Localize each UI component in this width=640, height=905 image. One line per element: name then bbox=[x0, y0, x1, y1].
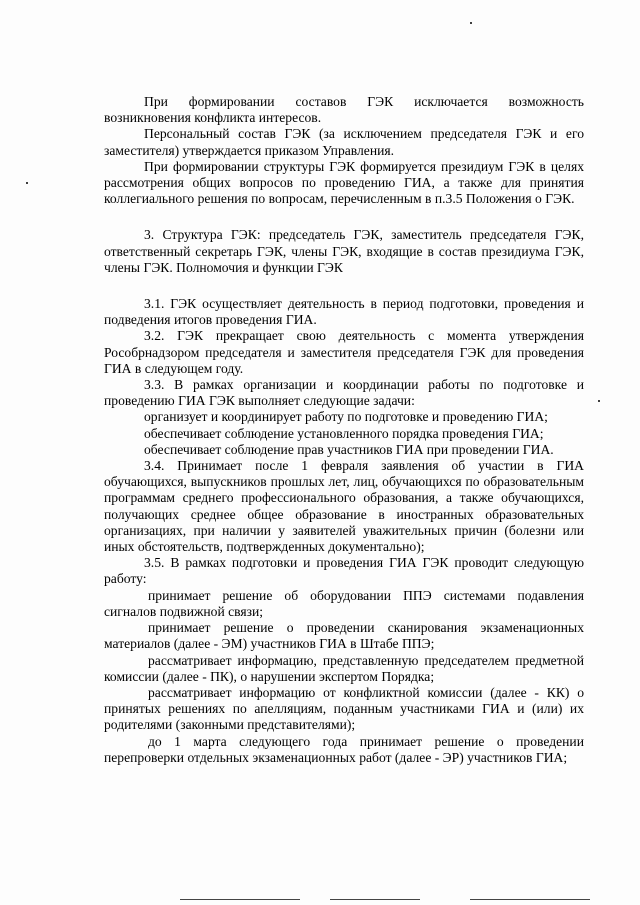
clause-3-5: 3.5. В рамках подготовки и проведения ГИА ГЭК проводит следующую работу: bbox=[104, 555, 584, 587]
work-item: рассматривает информацию от конфликтной комиссии (далее - КК) о принятых решениях по апелляциям, поданным участниками ГИА и (или) их родителями (законными представителями); bbox=[104, 684, 584, 733]
scan-speck bbox=[598, 400, 600, 402]
work-item: до 1 марта следующего года принимает решение о проведении перепроверки отдельных экзаменационных работ (далее - ЭР) участников ГИА; bbox=[104, 733, 584, 765]
work-item: рассматривает информацию, представленную председателем предметной комиссии (далее - ПК), о нарушении экспертом Порядка; bbox=[104, 652, 584, 684]
scan-speck bbox=[26, 182, 28, 184]
clause-3-2: 3.2. ГЭК прекращает свою деятельность с момента утверждения Рособрнадзором председателя и заместителя председателя ГЭК для проведения ГИА в следующем году. bbox=[104, 328, 584, 376]
paragraph-presidium: При формировании структуры ГЭК формируется президиум ГЭК в целях рассмотрения общих вопросов по проведению ГИА, а также для принятия коллегиального решения по вопросам, перечисленным в п.3.5 Положения о ГЭК. bbox=[104, 158, 584, 207]
scan-edge-line bbox=[330, 899, 420, 900]
scan-edge-line bbox=[180, 899, 300, 900]
document-body bbox=[104, 94, 584, 766]
clause-3-4: 3.4. Принимает после 1 февраля заявления об участии в ГИА обучающихся, выпускников прошлых лет, лиц, обучающихся по образовательным программам среднего профессионального образования, а также обучающихся, получающих среднее общее образование в иностранных образовательных организациях, при наличии у заявителей уважительных причин (болезни или иных обстоятельств, подтвержденных документально); bbox=[104, 458, 584, 555]
paragraph-conflict-of-interest: При формировании составов ГЭК исключается возможность возникновения конфликта интересов. bbox=[104, 94, 584, 126]
scan-speck bbox=[470, 22, 472, 24]
task-item: обеспечивает соблюдение прав участников ГИА при проведении ГИА. bbox=[144, 441, 554, 457]
scan-edge-line bbox=[470, 899, 590, 900]
paragraph-personal-composition: Персональный состав ГЭК (за исключением председателя ГЭК и его заместителя) утверждается приказом Управления. bbox=[104, 126, 584, 158]
clause-3-3: 3.3. В рамках организации и координации работы по подготовке и проведению ГИА ГЭК выполняет следующие задачи: bbox=[104, 377, 584, 409]
task-item: организует и координирует работу по подготовке и проведению ГИА; bbox=[144, 409, 548, 425]
work-item: принимает решение о проведении сканирования экзаменационных материалов (далее - ЭМ) участников ГИА в Штабе ППЭ; bbox=[104, 620, 584, 652]
section-heading-structure: 3. Структура ГЭК: председатель ГЭК, заместитель председателя ГЭК, ответственный секретарь ГЭК, члены ГЭК, входящие в состав президиума ГЭК, члены ГЭК. Полномочия и функции ГЭК bbox=[104, 227, 584, 275]
work-item: принимает решение об оборудовании ППЭ системами подавления сигналов подвижной связи; bbox=[104, 587, 584, 619]
task-item: обеспечивает соблюдение установленного порядка проведения ГИА; bbox=[144, 425, 544, 441]
clause-3-1: 3.1. ГЭК осуществляет деятельность в период подготовки, проведения и подведения итогов проведения ГИА. bbox=[104, 296, 584, 328]
